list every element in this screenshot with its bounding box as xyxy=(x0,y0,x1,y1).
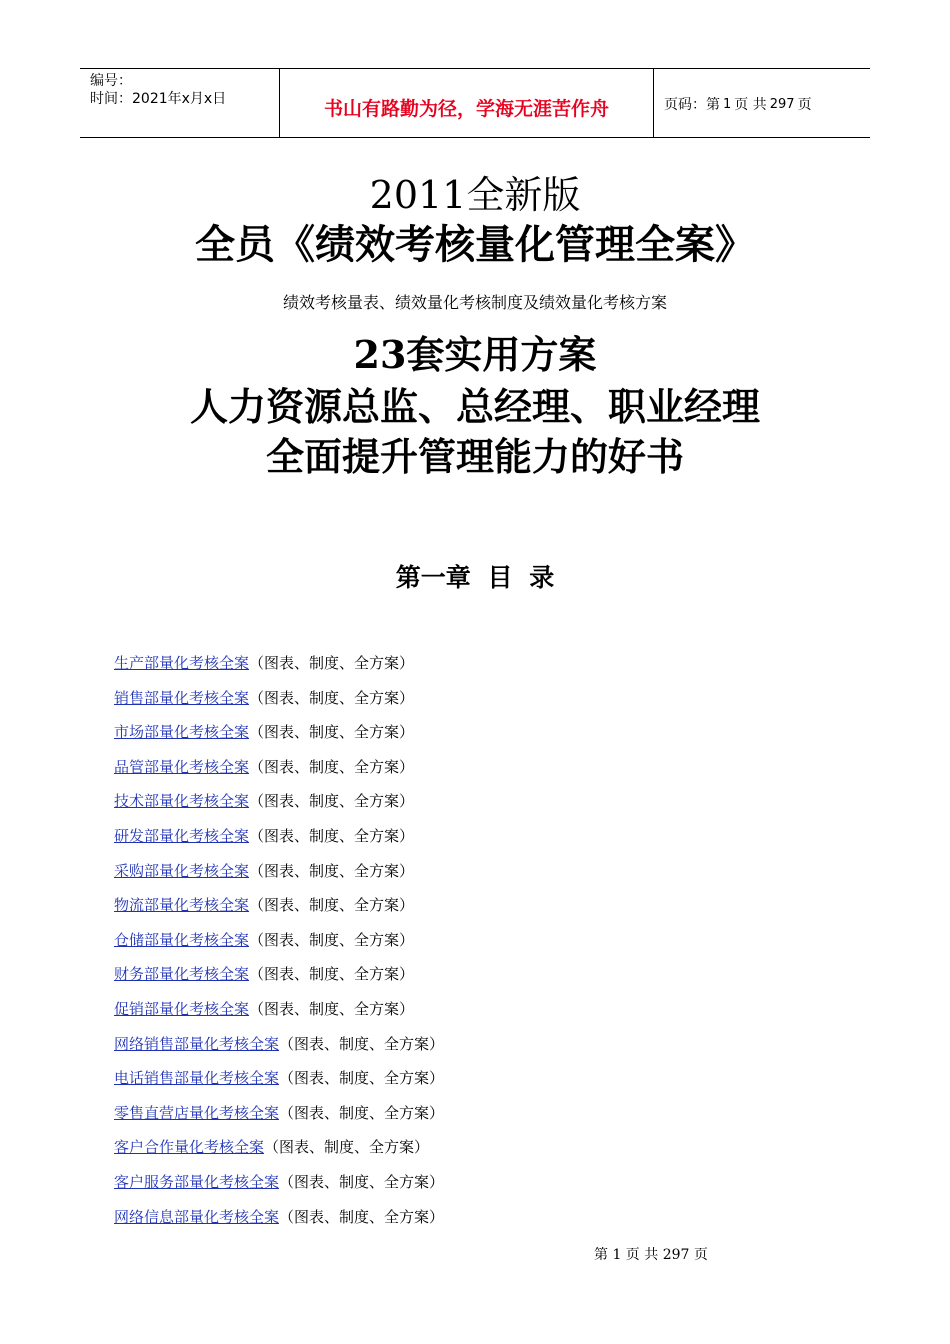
toc-note: （图表、制度、全方案） xyxy=(249,757,415,776)
title-main: 全员《绩效考核量化管理全案》 xyxy=(195,221,755,268)
toc-item xyxy=(114,1064,444,1099)
toc-note: （图表、制度、全方案） xyxy=(279,1172,445,1191)
toc-link[interactable]: 市场部量化考核全案 xyxy=(114,723,250,742)
toc-link[interactable]: 客户服务部量化考核全案 xyxy=(114,1172,280,1191)
page-mid: 页 共 xyxy=(734,97,767,113)
toc-item xyxy=(114,995,444,1030)
toc-note: （图表、制度、全方案） xyxy=(279,1034,445,1053)
toc-item xyxy=(114,1133,444,1168)
toc-item xyxy=(114,684,444,719)
toc-note: （图表、制度、全方案） xyxy=(264,1138,430,1157)
page-suffix: 页 xyxy=(797,97,812,113)
toc-note: （图表、制度、全方案） xyxy=(249,688,415,707)
toc-note: （图表、制度、全方案） xyxy=(249,654,415,672)
toc-link[interactable]: 采购部量化考核全案 xyxy=(114,861,250,880)
toc-link[interactable]: 客户合作量化考核全案 xyxy=(114,1138,265,1157)
toc-link[interactable]: 品管部量化考核全案 xyxy=(114,757,250,776)
toc-link[interactable]: 研发部量化考核全案 xyxy=(114,826,250,845)
toc-link[interactable]: 技术部量化考核全案 xyxy=(114,792,250,811)
title-line-3: 23套实用方案 xyxy=(353,332,597,377)
toc-item xyxy=(114,753,444,788)
page-footer: 第 1 页 共 297 页 xyxy=(594,1247,708,1263)
toc-note: （图表、制度、全方案） xyxy=(279,1103,445,1122)
number-label: 编号： xyxy=(90,73,132,89)
toc-note: （图表、制度、全方案） xyxy=(249,930,415,949)
toc-link[interactable]: 网络销售部量化考核全案 xyxy=(114,1034,280,1053)
toc-note: （图表、制度、全方案） xyxy=(249,861,415,880)
toc-item xyxy=(114,1030,444,1065)
page-prefix: 页码：第 xyxy=(664,97,720,113)
toc-link[interactable]: 零售直营店量化考核全案 xyxy=(114,1103,280,1122)
toc-note: （图表、制度、全方案） xyxy=(279,1069,445,1088)
toc-note: （图表、制度、全方案） xyxy=(249,999,415,1018)
time-label: 时间：2021年x月x日 xyxy=(90,91,227,107)
toc-link[interactable]: 电话销售部量化考核全案 xyxy=(114,1069,280,1088)
subtitle: 绩效考核量表、绩效量化考核制度及绩效量化考核方案 xyxy=(282,293,667,312)
toc-link[interactable]: 财务部量化考核全案 xyxy=(114,965,250,984)
toc-note: （图表、制度、全方案） xyxy=(249,723,415,742)
title-edition: 2011全新版 xyxy=(369,173,581,217)
toc-item xyxy=(114,1168,444,1203)
toc-note: （图表、制度、全方案） xyxy=(249,792,415,811)
toc-item xyxy=(114,718,444,753)
toc-item xyxy=(114,787,444,822)
toc-note: （图表、制度、全方案） xyxy=(279,1207,445,1226)
toc-item xyxy=(114,891,444,926)
motto: 书山有路勤为径，学海无涯苦作舟 xyxy=(280,69,654,137)
page-current: 1 xyxy=(723,96,732,112)
header-table xyxy=(80,68,870,138)
toc-item xyxy=(114,960,444,995)
chapter-heading: 第一章 目 录 xyxy=(395,563,555,592)
toc-item xyxy=(114,822,444,857)
toc-note: （图表、制度、全方案） xyxy=(249,826,415,845)
toc-item xyxy=(114,1203,444,1238)
page-total: 297 xyxy=(769,96,795,112)
toc-link[interactable]: 仓储部量化考核全案 xyxy=(114,930,250,949)
title-line-5: 全面提升管理能力的好书 xyxy=(265,434,684,479)
header-meta-cell xyxy=(80,69,280,137)
toc-link[interactable]: 促销部量化考核全案 xyxy=(114,999,250,1018)
table-of-contents xyxy=(114,649,444,1237)
toc-link[interactable]: 网络信息部量化考核全案 xyxy=(114,1207,280,1226)
toc-note: （图表、制度、全方案） xyxy=(249,965,415,984)
toc-item xyxy=(114,857,444,892)
page-info xyxy=(654,69,870,137)
title-line-4: 人力资源总监、总经理、职业经理 xyxy=(189,384,760,429)
toc-link[interactable]: 生产部量化考核全案 xyxy=(114,654,250,672)
toc-item xyxy=(114,649,444,684)
toc-item xyxy=(114,926,444,961)
toc-link[interactable]: 销售部量化考核全案 xyxy=(114,688,250,707)
toc-note: （图表、制度、全方案） xyxy=(249,896,415,915)
toc-link[interactable]: 物流部量化考核全案 xyxy=(114,896,250,915)
toc-item xyxy=(114,1099,444,1134)
